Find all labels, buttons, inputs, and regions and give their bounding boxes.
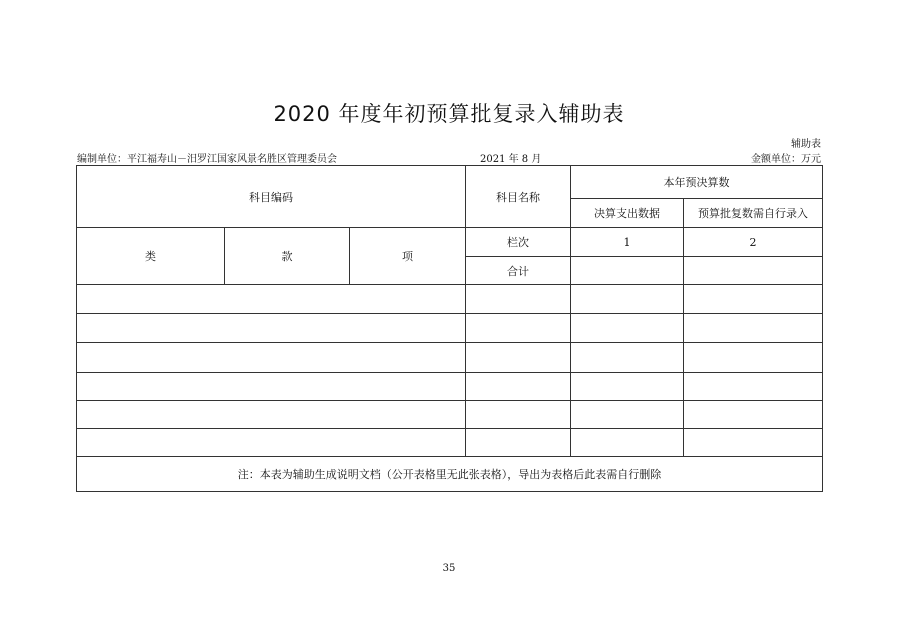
decision-data-header: 决算支出数据 bbox=[571, 199, 684, 228]
data-cell-code bbox=[77, 314, 466, 343]
data-cell bbox=[571, 429, 684, 457]
data-cell-code bbox=[77, 343, 466, 373]
page-number: 35 bbox=[442, 563, 456, 574]
data-cell bbox=[684, 343, 823, 373]
table-row bbox=[77, 429, 823, 457]
data-cell bbox=[684, 373, 823, 401]
data-cell bbox=[684, 429, 823, 457]
table-row bbox=[77, 343, 823, 373]
data-cell-code bbox=[77, 429, 466, 457]
data-cell bbox=[466, 429, 571, 457]
budget-table bbox=[76, 165, 823, 492]
aux-table-label: 辅助表 bbox=[791, 139, 821, 150]
data-cell bbox=[466, 285, 571, 314]
data-cell bbox=[684, 314, 823, 343]
table-note: 注：本表为辅助生成说明文档（公开表格里无此张表格），导出为表格后此表需自行删除 bbox=[77, 457, 823, 492]
approval-input-header: 预算批复数需自行录入 bbox=[684, 199, 823, 228]
row-index-label: 栏次 bbox=[466, 228, 571, 257]
current-budget-header: 本年预决算数 bbox=[571, 166, 823, 199]
section-header: 款 bbox=[225, 228, 350, 285]
page-title: 2020 年度年初预算批复录入辅助表 bbox=[273, 102, 625, 126]
table-row bbox=[77, 285, 823, 314]
subject-name-header: 科目名称 bbox=[466, 166, 571, 228]
table-row bbox=[77, 373, 823, 401]
data-cell bbox=[571, 401, 684, 429]
data-cell bbox=[571, 314, 684, 343]
class-header: 类 bbox=[77, 228, 225, 285]
unit-label: 金额单位：万元 bbox=[751, 154, 821, 165]
subject-code-header: 科目编码 bbox=[77, 166, 466, 228]
total-approval-cell bbox=[684, 257, 823, 285]
data-cell bbox=[466, 401, 571, 429]
data-cell bbox=[571, 373, 684, 401]
row-index-1: 1 bbox=[571, 228, 684, 257]
data-cell bbox=[571, 343, 684, 373]
data-cell bbox=[684, 401, 823, 429]
item-header: 项 bbox=[350, 228, 466, 285]
table-row bbox=[77, 401, 823, 429]
table-row bbox=[77, 314, 823, 343]
data-cell bbox=[466, 343, 571, 373]
row-index-2: 2 bbox=[684, 228, 823, 257]
total-label: 合计 bbox=[466, 257, 571, 285]
data-cell bbox=[466, 373, 571, 401]
data-cell-code bbox=[77, 401, 466, 429]
date-label: 2021 年 8 月 bbox=[480, 154, 542, 165]
data-cell-code bbox=[77, 285, 466, 314]
total-decision-cell bbox=[571, 257, 684, 285]
data-cell bbox=[684, 285, 823, 314]
data-cell-code bbox=[77, 373, 466, 401]
org-label: 编制单位：平江福寿山－汨罗江国家风景名胜区管理委员会 bbox=[77, 154, 337, 165]
data-cell bbox=[571, 285, 684, 314]
data-cell bbox=[466, 314, 571, 343]
